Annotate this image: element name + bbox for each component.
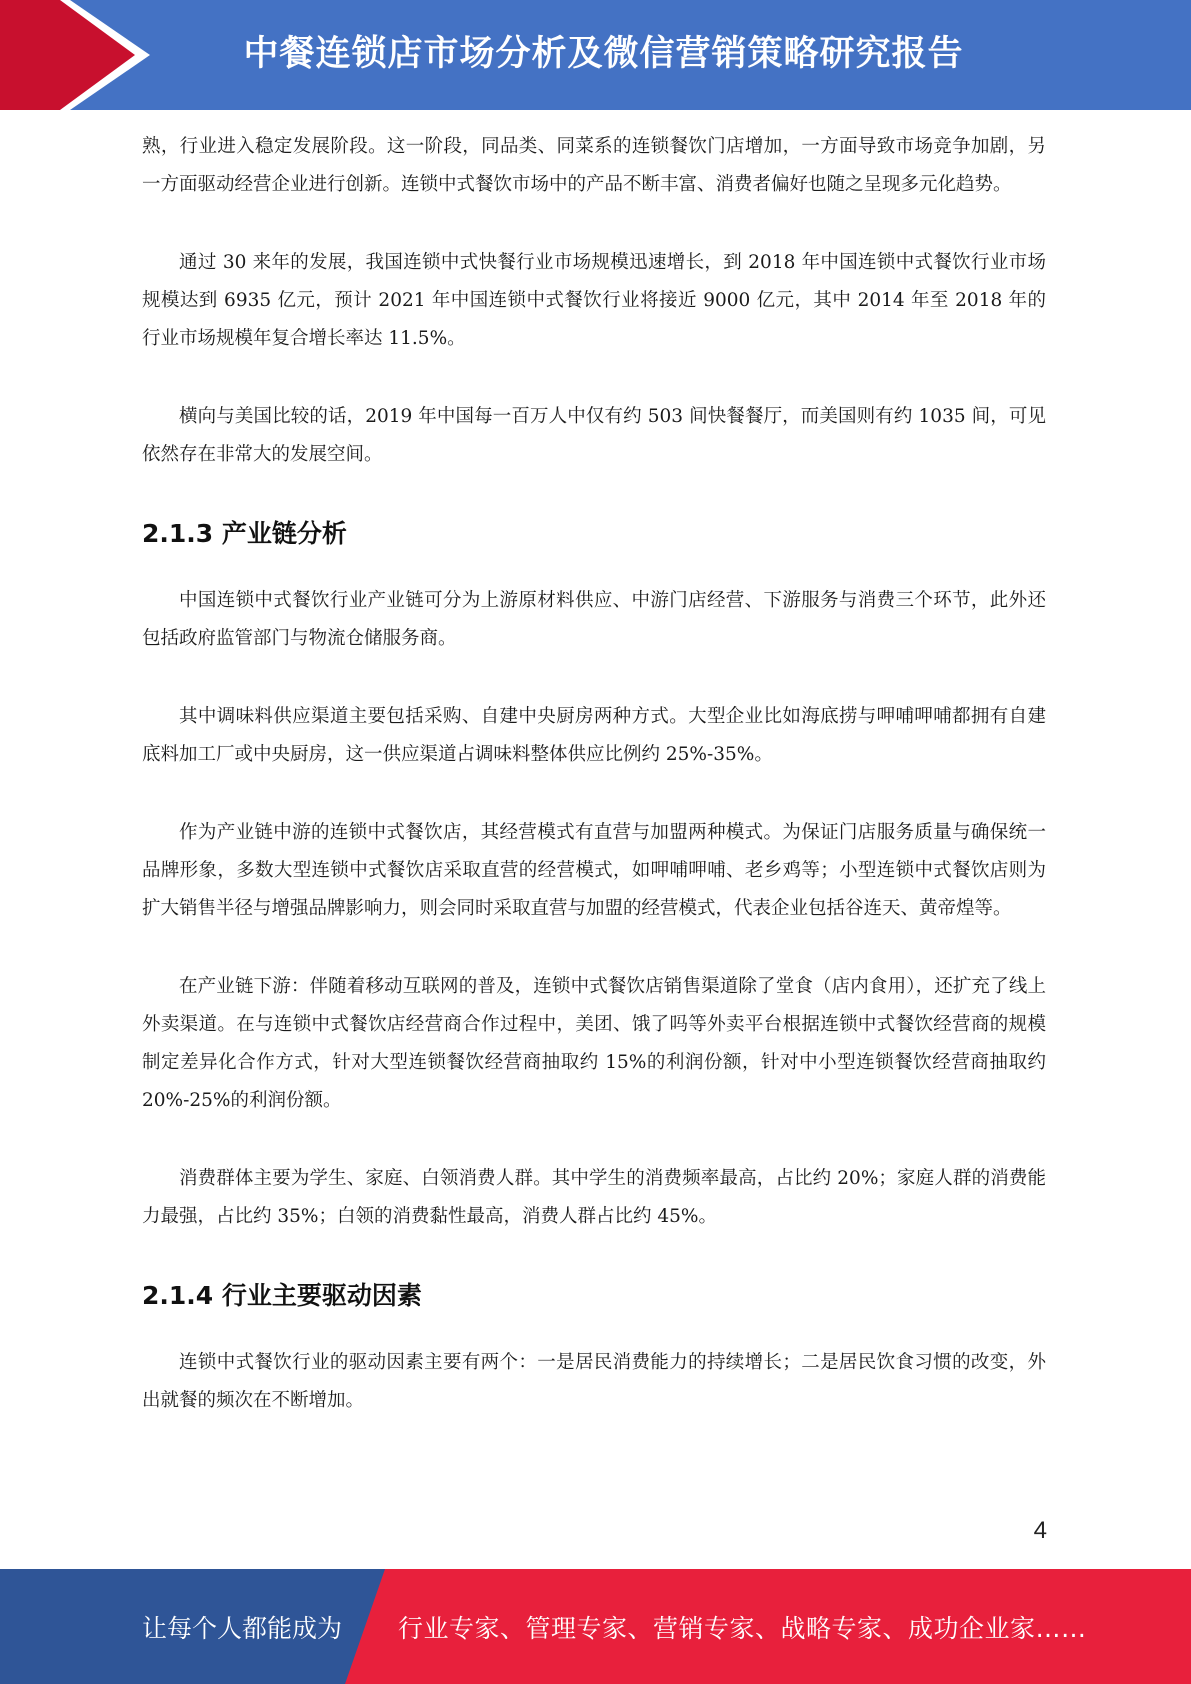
paragraph: 通过 30 来年的发展，我国连锁中式快餐行业市场规模迅速增长，到 2018 年中国连锁中式餐饮行业市场规模达到 6935 亿元，预计 2021 年中国连锁中式餐饮行业将接近 9000 亿元，其中 2014 年至 2018 年的行业市场规模年复合增长率达 11.5%。	[142, 252, 1046, 349]
footer-slogan-right: 行业专家、管理专家、营销专家、战略专家、成功企业家……	[398, 1614, 1087, 1643]
paragraph: 在产业链下游：伴随着移动互联网的普及，连锁中式餐饮店销售渠道除了堂食（店内食用），还扩充了线上外卖渠道。在与连锁中式餐饮店经营商合作过程中，美团、饿了吗等外卖平台根据连锁中式餐饮经营商的规模制定差异化合作方式，针对大型连锁餐饮经营商抽取约 15%的利润份额，针对中小型连锁餐饮经营商抽取约 20%-25%的利润份额。	[142, 976, 1046, 1111]
paragraph: 消费群体主要为学生、家庭、白领消费人群。其中学生的消费频率最高，占比约 20%；家庭人群的消费能力最强，占比约 35%；白领的消费黏性最高，消费人群占比约 45%。	[142, 1168, 1046, 1227]
report-title: 中餐连锁店市场分析及微信营销策略研究报告	[243, 34, 964, 74]
paragraph: 横向与美国比较的话，2019 年中国每一百万人中仅有约 503 间快餐餐厅，而美国则有约 1035 间，可见依然存在非常大的发展空间。	[142, 406, 1046, 465]
section-heading-industry-chain: 2.1.3 产业链分析	[142, 519, 347, 548]
paragraph: 其中调味料供应渠道主要包括采购、自建中央厨房两种方式。大型企业比如海底捞与呷哺呷哺都拥有自建底料加工厂或中央厨房，这一供应渠道占调味料整体供应比例约 25%-35%。	[142, 706, 1046, 765]
footer-slogan-left: 让每个人都能成为	[142, 1614, 343, 1643]
document-body	[142, 128, 1046, 1460]
section-heading-driving-factors: 2.1.4 行业主要驱动因素	[142, 1281, 422, 1310]
paragraph: 熟，行业进入稳定发展阶段。这一阶段，同品类、同菜系的连锁餐饮门店增加，一方面导致市场竞争加剧，另一方面驱动经营企业进行创新。连锁中式餐饮市场中的产品不断丰富、消费者偏好也随之呈现多元化趋势。	[142, 136, 1046, 195]
paragraph: 作为产业链中游的连锁中式餐饮店，其经营模式有直营与加盟两种模式。为保证门店服务质量与确保统一品牌形象，多数大型连锁中式餐饮店采取直营的经营模式，如呷哺呷哺、老乡鸡等；小型连锁中式餐饮店则为扩大销售半径与增强品牌影响力，则会同时采取直营与加盟的经营模式，代表企业包括谷连天、黄帝煌等。	[142, 822, 1046, 919]
page-number: 4	[1033, 1517, 1047, 1544]
page-header	[0, 0, 1191, 110]
page-footer	[0, 1569, 1191, 1684]
paragraph: 中国连锁中式餐饮行业产业链可分为上游原材料供应、中游门店经营、下游服务与消费三个环节，此外还包括政府监管部门与物流仓储服务商。	[142, 590, 1046, 649]
paragraph: 连锁中式餐饮行业的驱动因素主要有两个：一是居民消费能力的持续增长；二是居民饮食习惯的改变，外出就餐的频次在不断增加。	[142, 1352, 1046, 1411]
